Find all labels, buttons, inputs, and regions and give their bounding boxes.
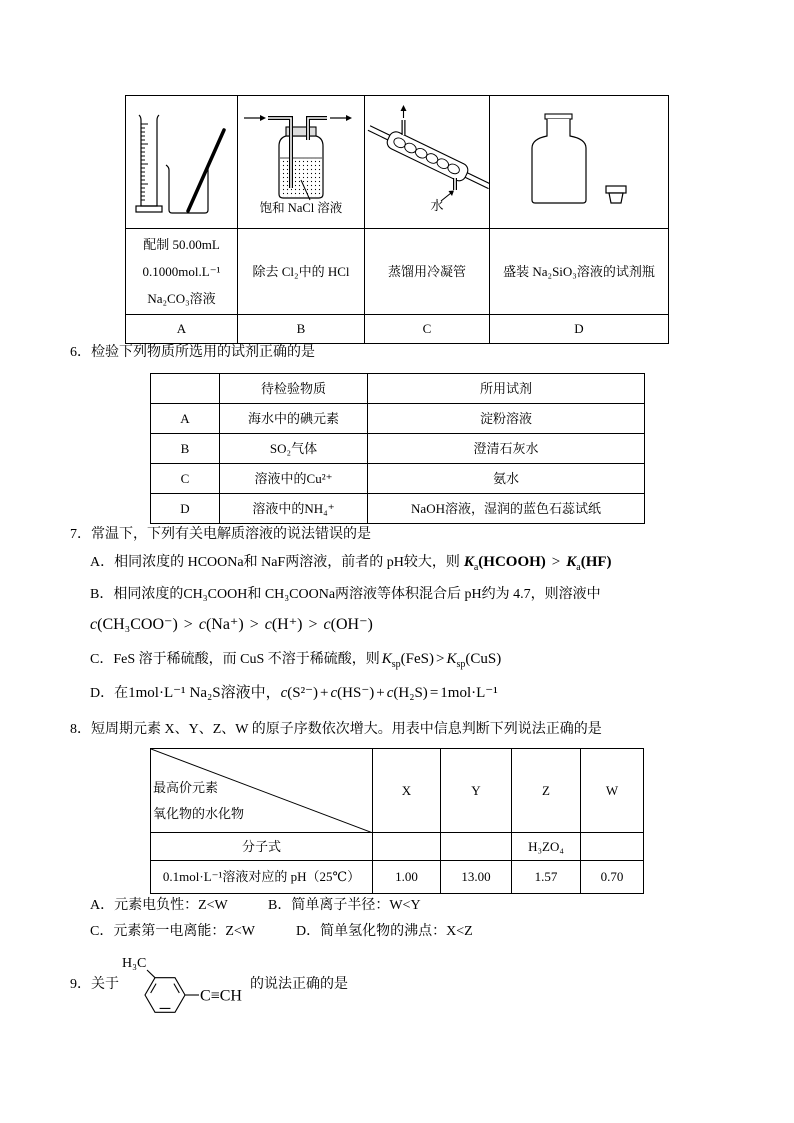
option-label-a: A: [126, 315, 238, 344]
total-concentration: 1mol·L⁻¹: [440, 685, 498, 701]
description-cell-b: [238, 229, 365, 315]
header-substance: 待检验物质: [220, 374, 368, 404]
row-substance: 海水中的碘元素: [220, 404, 368, 434]
q7-option-d: [90, 684, 498, 703]
q6-table: [150, 373, 645, 524]
table-row: [151, 494, 645, 524]
q8-table: [150, 748, 644, 894]
conc-symbol: c: [198, 616, 206, 633]
conc-species: (H⁺): [271, 616, 303, 633]
corner-label-top: 最高价元素: [153, 780, 219, 795]
ka-species: (HF): [580, 554, 612, 570]
ka-species: (HCOOH): [478, 554, 546, 570]
conc-species: (HS⁻): [337, 685, 375, 701]
concentration: 1mol·L⁻¹: [128, 685, 186, 701]
formula-label: 分子式: [151, 833, 373, 861]
table-row: [151, 464, 645, 494]
q8-option-b: B．简单离子半径：W<Y: [268, 898, 421, 913]
conc-symbol: c: [90, 616, 98, 633]
q8-option-d: D．简单氢化物的沸点：X<Z: [296, 924, 473, 939]
description-cell-d: [490, 229, 669, 315]
row-reagent: 澄清石灰水: [368, 434, 645, 464]
ksp-subscript: sp: [456, 659, 466, 670]
alkyne-group-label: C≡CH: [200, 987, 242, 1005]
apparatus-label-row: [126, 315, 669, 344]
table-row: [151, 404, 645, 434]
figure-cell-b: [238, 96, 365, 229]
element-header-z: Z: [512, 749, 581, 833]
element-header-w: W: [581, 749, 644, 833]
benzene-ring: [145, 978, 185, 1013]
row-option: C: [151, 464, 220, 494]
q7-option-a: [90, 553, 612, 573]
row-reagent: 淀粉溶液: [368, 404, 645, 434]
description-cell-a: [126, 229, 238, 315]
q7-stem: 7．常温下，下列有关电解质溶液的说法错误的是: [70, 527, 371, 542]
ph-z: 1.57: [512, 861, 581, 894]
ph-row: [151, 861, 644, 894]
relation-operator: >: [249, 616, 259, 633]
option-label-c: C: [365, 315, 490, 344]
plus-operator: +: [320, 685, 329, 701]
plus-operator: +: [376, 685, 385, 701]
solution-label: 饱和 NaCl 溶液: [259, 201, 343, 215]
q7-option-c: [90, 650, 501, 670]
q8-stem: 8．短周期元素 X、Y、Z、W 的原子序数依次增大。用表中信息判断下列说法正确的是: [70, 722, 602, 737]
stopper: [606, 186, 626, 203]
relation-operator: >: [551, 554, 561, 570]
figure-cell-c: [365, 96, 490, 229]
equals-operator: =: [429, 685, 439, 701]
conc-species: (OH⁻): [330, 616, 373, 633]
table-row: [151, 434, 645, 464]
q7-option-b-relation: [90, 614, 373, 636]
ksp-symbol: K: [381, 651, 392, 667]
option-label-d: D: [490, 315, 669, 344]
element-header-y: Y: [441, 749, 512, 833]
table-header-row: [151, 374, 645, 404]
option-text: A．相同浓度的 HCOONa和 NaF两溶液，前者的 pH较大，则: [90, 555, 460, 570]
solution-text: Na₂S溶液中，: [189, 685, 281, 701]
row-option: B: [151, 434, 220, 464]
ka-subscript: a: [576, 562, 581, 573]
ka-symbol: K: [566, 554, 577, 570]
header-reagent: 所用试剂: [368, 374, 645, 404]
row-substance: 溶液中的Cu²⁺: [220, 464, 368, 494]
apparatus-table: [125, 95, 669, 344]
ph-w: 0.70: [581, 861, 644, 894]
methyl-group-label: H₃C: [122, 956, 147, 971]
conc-symbol: c: [280, 685, 288, 701]
description-cell-c: [365, 229, 490, 315]
ka-symbol: K: [463, 554, 474, 570]
ksp-species: (CuS): [465, 651, 502, 667]
gas-washing-bottle-figure: [238, 96, 365, 228]
option-prefix: D．在: [90, 686, 129, 701]
ph-x: 1.00: [373, 861, 441, 894]
formula-w: [581, 833, 644, 861]
option-text: C．FeS 溶于稀硫酸，而 CuS 不溶于稀硫酸，则: [90, 652, 380, 667]
description-line: 配制 50.00mL: [143, 237, 220, 252]
description-line: 盛装 Na₂SiO₃溶液的试剂瓶: [503, 264, 655, 279]
conc-species: (CH₃COO⁻): [97, 616, 178, 633]
row-reagent: 氨水: [368, 464, 645, 494]
formula-y: [441, 833, 512, 861]
conc-symbol: c: [323, 616, 331, 633]
reagent-bottle-figure: [490, 96, 669, 228]
row-option: A: [151, 404, 220, 434]
row-reagent: NaOH溶液，湿润的蓝色石蕊试纸: [368, 494, 645, 524]
ksp-symbol: K: [446, 651, 457, 667]
water-label: 水: [430, 198, 444, 213]
option-label-b: B: [238, 315, 365, 344]
row-substance: 溶液中的NH₄⁺: [220, 494, 368, 524]
figure-cell-d: [490, 96, 669, 229]
cylinder-beaker-figure: [126, 96, 238, 228]
conc-species: (Na⁺): [205, 616, 244, 633]
element-header-x: X: [373, 749, 441, 833]
header-blank: [151, 374, 220, 404]
ksp-subscript: sp: [391, 659, 401, 670]
apparatus-description-row: [126, 229, 669, 315]
formula-z: H₃ZO₄: [512, 833, 581, 861]
description-line: Na₂CO₃溶液: [147, 291, 216, 306]
formula-row: [151, 833, 644, 861]
structure-formula: [118, 950, 252, 1016]
table-header-row: [151, 749, 644, 833]
ka-subscript: a: [473, 562, 479, 573]
corner-label-bottom: 氧化物的水化物: [153, 806, 245, 821]
apparatus-figure-row: [126, 96, 669, 229]
conc-symbol: c: [264, 616, 272, 633]
condenser-figure: [365, 96, 490, 228]
relation-operator: >: [308, 616, 318, 633]
formula-x: [373, 833, 441, 861]
row-substance: SO₂气体: [220, 434, 368, 464]
description-line: 蒸馏用冷凝管: [387, 264, 466, 279]
conc-species: (S²⁻): [287, 685, 319, 701]
ph-label: 0.1mol·L⁻¹溶液对应的 pH（25℃）: [151, 861, 373, 894]
ksp-species: (FeS): [400, 651, 435, 667]
conc-symbol: c: [386, 685, 394, 701]
row-option: D: [151, 494, 220, 524]
description-line: 除去 Cl₂中的 HCl: [252, 264, 350, 279]
conc-species: (H₂S): [393, 685, 428, 701]
q9-prefix: 9．关于: [70, 977, 119, 992]
description-line: 0.1000mol.L⁻¹: [142, 264, 221, 279]
relation-operator: >: [436, 651, 445, 667]
conc-symbol: c: [330, 685, 338, 701]
q8-option-c: C．元素第一电离能：Z<W: [90, 924, 255, 939]
diagonal-header-cell: [151, 749, 373, 833]
q7-option-b: B．相同浓度的CH₃COOH和 CH₃COONa两溶液等体积混合后 pH约为 4.7，则溶液中: [90, 587, 601, 602]
q9-suffix: 的说法正确的是: [250, 977, 348, 992]
q8-option-a: A．元素电负性：Z<W: [90, 898, 228, 913]
q6-stem: 6．检验下列物质所选用的试剂正确的是: [70, 345, 315, 360]
relation-operator: >: [183, 616, 193, 633]
figure-cell-a: [126, 96, 238, 229]
ph-y: 13.00: [441, 861, 512, 894]
